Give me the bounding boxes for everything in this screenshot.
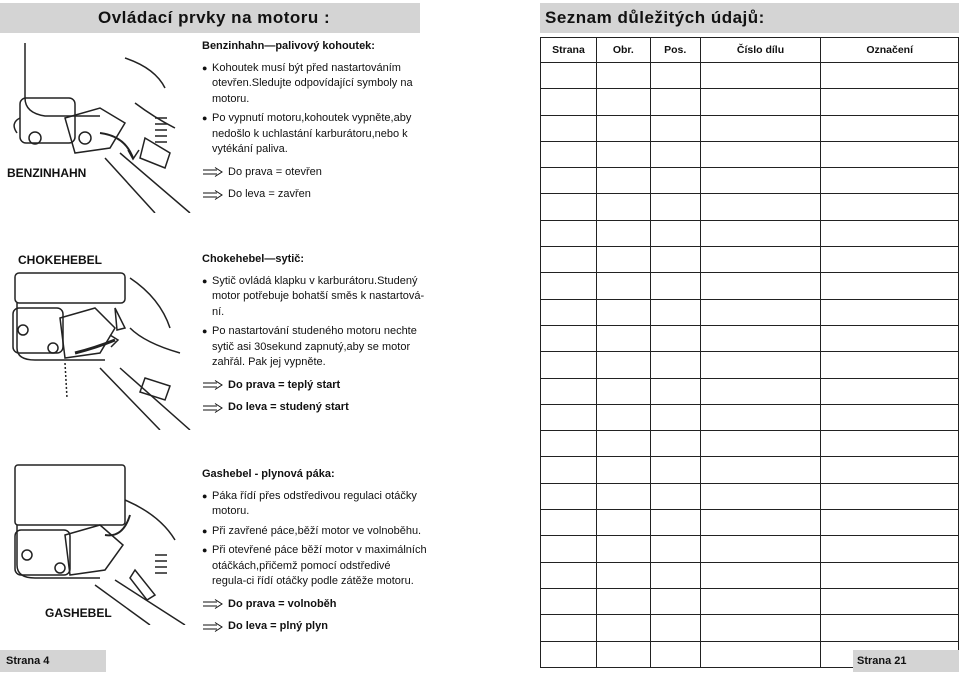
table-cell[interactable] xyxy=(821,404,959,430)
arrow-text: Do prava = teplý start xyxy=(228,378,341,391)
table-cell[interactable] xyxy=(650,168,700,194)
left-page-header xyxy=(0,3,420,33)
table-cell[interactable] xyxy=(541,247,597,273)
arrow-text: Do leva = plný plyn xyxy=(228,620,328,632)
table-cell[interactable] xyxy=(821,273,959,299)
table-header-row xyxy=(541,38,959,63)
double-arrow-right-icon xyxy=(202,190,224,200)
arrow-item xyxy=(202,165,427,181)
table-cell[interactable] xyxy=(596,588,650,614)
column-header-part-number: Číslo dílu xyxy=(700,38,821,63)
double-arrow-right-icon xyxy=(202,599,224,609)
arrow-item xyxy=(202,597,427,613)
table-cell[interactable] xyxy=(650,89,700,115)
table-cell[interactable] xyxy=(541,404,597,430)
table-cell[interactable] xyxy=(541,536,597,562)
choke-illustration xyxy=(5,268,195,430)
table-cell[interactable] xyxy=(650,536,700,562)
table-cell[interactable] xyxy=(541,141,597,167)
table-cell[interactable] xyxy=(700,115,821,141)
double-arrow-right-icon xyxy=(202,622,224,632)
table-cell[interactable] xyxy=(821,194,959,220)
table-cell[interactable] xyxy=(541,378,597,404)
table-cell[interactable] xyxy=(650,588,700,614)
bullet-item: ● Sytič ovládá klapku v karburátoru.Studený motor potřebuje bohatší směs k nastartová-ní. xyxy=(202,274,427,321)
throttle-illustration xyxy=(5,460,195,625)
table-cell[interactable] xyxy=(541,220,597,246)
table-cell[interactable] xyxy=(700,510,821,536)
table-cell[interactable] xyxy=(596,431,650,457)
table-row xyxy=(541,404,959,430)
table-cell[interactable] xyxy=(650,483,700,509)
table-cell[interactable] xyxy=(596,247,650,273)
column-header-position: Pos. xyxy=(650,38,700,63)
right-page-footer xyxy=(853,650,959,672)
table-cell[interactable] xyxy=(541,168,597,194)
left-page-footer xyxy=(0,650,106,672)
table-cell[interactable] xyxy=(700,378,821,404)
fuel-tap-section xyxy=(202,39,427,203)
table-cell[interactable] xyxy=(700,141,821,167)
column-header-figure: Obr. xyxy=(596,38,650,63)
table-row xyxy=(541,220,959,246)
right-page-title: Seznam důležitých údajů: xyxy=(545,8,765,27)
table-cell[interactable] xyxy=(650,615,700,641)
table-row xyxy=(541,352,959,378)
arrow-text: Do prava = otevřen xyxy=(228,165,322,178)
fuel-tap-illustration xyxy=(5,38,195,213)
table-body xyxy=(541,63,959,668)
table-cell[interactable] xyxy=(596,510,650,536)
table-cell[interactable] xyxy=(821,483,959,509)
table-cell[interactable] xyxy=(821,510,959,536)
table-row xyxy=(541,168,959,194)
table-cell[interactable] xyxy=(596,404,650,430)
table-cell[interactable] xyxy=(700,299,821,325)
table-cell[interactable] xyxy=(596,115,650,141)
table-cell[interactable] xyxy=(541,299,597,325)
table-cell[interactable] xyxy=(541,483,597,509)
table-row xyxy=(541,247,959,273)
table-cell[interactable] xyxy=(541,641,597,667)
table-cell[interactable] xyxy=(821,378,959,404)
table-cell[interactable] xyxy=(650,194,700,220)
table-cell[interactable] xyxy=(821,247,959,273)
table-row xyxy=(541,141,959,167)
table-row xyxy=(541,457,959,483)
choke-title: Chokehebel—sytič: xyxy=(202,253,305,265)
table-cell[interactable] xyxy=(821,615,959,641)
table-cell[interactable] xyxy=(596,220,650,246)
table-cell[interactable] xyxy=(541,588,597,614)
bullet-item: ● Při otevřené páce běží motor v maximálních otáčkách,přičemž pomocí odstředivé regula-ci řídí otáčky podle zátěže motoru. xyxy=(202,543,427,590)
table-cell[interactable] xyxy=(596,352,650,378)
table-cell[interactable] xyxy=(700,220,821,246)
bullet-item: ● Páka řídí přes odstředivou regulaci otáčky motoru. xyxy=(202,489,427,520)
table-cell[interactable] xyxy=(700,63,821,89)
bullet-item: ● Kohoutek musí být před nastartováním otevřen.Sledujte odpovídající symboly na motoru. xyxy=(202,61,427,108)
table-cell[interactable] xyxy=(821,168,959,194)
table-cell[interactable] xyxy=(596,299,650,325)
table-cell[interactable] xyxy=(650,299,700,325)
arrow-item xyxy=(202,187,427,203)
table-row xyxy=(541,483,959,509)
table-cell[interactable] xyxy=(700,352,821,378)
table-cell[interactable] xyxy=(700,325,821,351)
table-cell[interactable] xyxy=(541,63,597,89)
throttle-image-label: GASHEBEL xyxy=(45,606,112,620)
table-cell[interactable] xyxy=(596,273,650,299)
table-cell[interactable] xyxy=(700,247,821,273)
table-cell[interactable] xyxy=(700,641,821,667)
table-cell[interactable] xyxy=(650,247,700,273)
table-cell[interactable] xyxy=(596,194,650,220)
table-cell[interactable] xyxy=(821,89,959,115)
table-cell[interactable] xyxy=(821,562,959,588)
table-cell[interactable] xyxy=(700,457,821,483)
throttle-section xyxy=(202,467,427,635)
table-cell[interactable] xyxy=(596,615,650,641)
choke-image-label: CHOKEHEBEL xyxy=(18,253,103,267)
arrow-text: Do leva = zavřen xyxy=(228,188,311,200)
table-cell[interactable] xyxy=(650,63,700,89)
table-row xyxy=(541,273,959,299)
table-row xyxy=(541,299,959,325)
table-cell[interactable] xyxy=(596,89,650,115)
double-arrow-right-icon xyxy=(202,167,224,177)
table-cell[interactable] xyxy=(821,115,959,141)
table-cell[interactable] xyxy=(821,325,959,351)
table-cell[interactable] xyxy=(596,141,650,167)
table-cell[interactable] xyxy=(596,457,650,483)
table-cell[interactable] xyxy=(650,141,700,167)
arrow-item xyxy=(202,619,427,635)
fuel-tap-title: Benzinhahn—palivový kohoutek: xyxy=(202,40,375,52)
table-cell[interactable] xyxy=(700,89,821,115)
table-cell[interactable] xyxy=(650,273,700,299)
double-arrow-right-icon xyxy=(202,380,224,390)
table-cell[interactable] xyxy=(541,615,597,641)
table-cell[interactable] xyxy=(821,299,959,325)
table-cell[interactable] xyxy=(650,510,700,536)
table-cell[interactable] xyxy=(700,431,821,457)
table-row xyxy=(541,510,959,536)
bullet-item: ● Po vypnutí motoru,kohoutek vypněte,aby nedošlo k uchlastání karburátoru,nebo k vytékání paliva. xyxy=(202,111,427,158)
choke-section xyxy=(202,252,427,416)
table-cell[interactable] xyxy=(596,378,650,404)
table-cell[interactable] xyxy=(541,431,597,457)
table-cell[interactable] xyxy=(821,536,959,562)
table-cell[interactable] xyxy=(700,588,821,614)
table-cell[interactable] xyxy=(541,89,597,115)
left-page-number: Strana 4 xyxy=(6,655,50,667)
table-cell[interactable] xyxy=(650,457,700,483)
table-row xyxy=(541,63,959,89)
arrow-item xyxy=(202,378,427,394)
table-row xyxy=(541,536,959,562)
table-cell[interactable] xyxy=(700,483,821,509)
table-cell[interactable] xyxy=(596,641,650,667)
table-row xyxy=(541,325,959,351)
table-cell[interactable] xyxy=(596,168,650,194)
arrow-text: Do prava = volnoběh xyxy=(228,597,337,610)
right-page-number: Strana 21 xyxy=(857,655,907,667)
column-header-page: Strana xyxy=(541,38,597,63)
table-cell[interactable] xyxy=(700,562,821,588)
table-cell[interactable] xyxy=(541,115,597,141)
left-page-title: Ovládací prvky na motoru : xyxy=(98,8,331,27)
table-cell[interactable] xyxy=(650,431,700,457)
table-cell[interactable] xyxy=(596,63,650,89)
table-cell[interactable] xyxy=(700,536,821,562)
table-cell[interactable] xyxy=(541,510,597,536)
table-cell[interactable] xyxy=(650,352,700,378)
table-cell[interactable] xyxy=(650,378,700,404)
table-cell[interactable] xyxy=(596,325,650,351)
bullet-item: ● Po nastartování studeného motoru nechte sytič asi 30sekund zapnutý,aby se motor zahřál. Pak jej vypněte. xyxy=(202,324,427,371)
table-cell[interactable] xyxy=(650,220,700,246)
table-cell[interactable] xyxy=(700,273,821,299)
table-row xyxy=(541,588,959,614)
table-cell[interactable] xyxy=(541,352,597,378)
table-cell[interactable] xyxy=(700,404,821,430)
table-row xyxy=(541,378,959,404)
table-cell[interactable] xyxy=(821,63,959,89)
table-cell[interactable] xyxy=(541,457,597,483)
table-cell[interactable] xyxy=(821,457,959,483)
table-cell[interactable] xyxy=(650,562,700,588)
table-cell[interactable] xyxy=(700,168,821,194)
table-row xyxy=(541,89,959,115)
table-row xyxy=(541,194,959,220)
table-cell[interactable] xyxy=(821,588,959,614)
table-cell[interactable] xyxy=(650,641,700,667)
table-row xyxy=(541,115,959,141)
table-cell[interactable] xyxy=(596,562,650,588)
arrow-item xyxy=(202,400,427,416)
table-cell[interactable] xyxy=(821,141,959,167)
table-cell[interactable] xyxy=(596,483,650,509)
table-cell[interactable] xyxy=(650,404,700,430)
table-cell[interactable] xyxy=(700,615,821,641)
table-row xyxy=(541,615,959,641)
throttle-title: Gashebel - plynová páka: xyxy=(202,468,335,480)
table-row xyxy=(541,562,959,588)
table-cell[interactable] xyxy=(650,115,700,141)
table-cell[interactable] xyxy=(821,352,959,378)
bullet-item: ● Při zavřené páce,běží motor ve volnoběhu. xyxy=(202,524,427,540)
table-cell[interactable] xyxy=(821,220,959,246)
table-cell[interactable] xyxy=(541,194,597,220)
double-arrow-right-icon xyxy=(202,403,224,413)
table-cell[interactable] xyxy=(700,194,821,220)
table-cell[interactable] xyxy=(541,562,597,588)
arrow-text: Do leva = studený start xyxy=(228,401,349,413)
table-cell[interactable] xyxy=(821,431,959,457)
fuel-tap-image-label: BENZINHAHN xyxy=(7,166,87,180)
table-cell[interactable] xyxy=(596,536,650,562)
right-page-header xyxy=(540,3,959,33)
parts-table xyxy=(540,37,959,668)
table-cell[interactable] xyxy=(650,325,700,351)
column-header-designation: Označení xyxy=(821,38,959,63)
table-row xyxy=(541,431,959,457)
table-cell[interactable] xyxy=(541,273,597,299)
table-cell[interactable] xyxy=(541,325,597,351)
